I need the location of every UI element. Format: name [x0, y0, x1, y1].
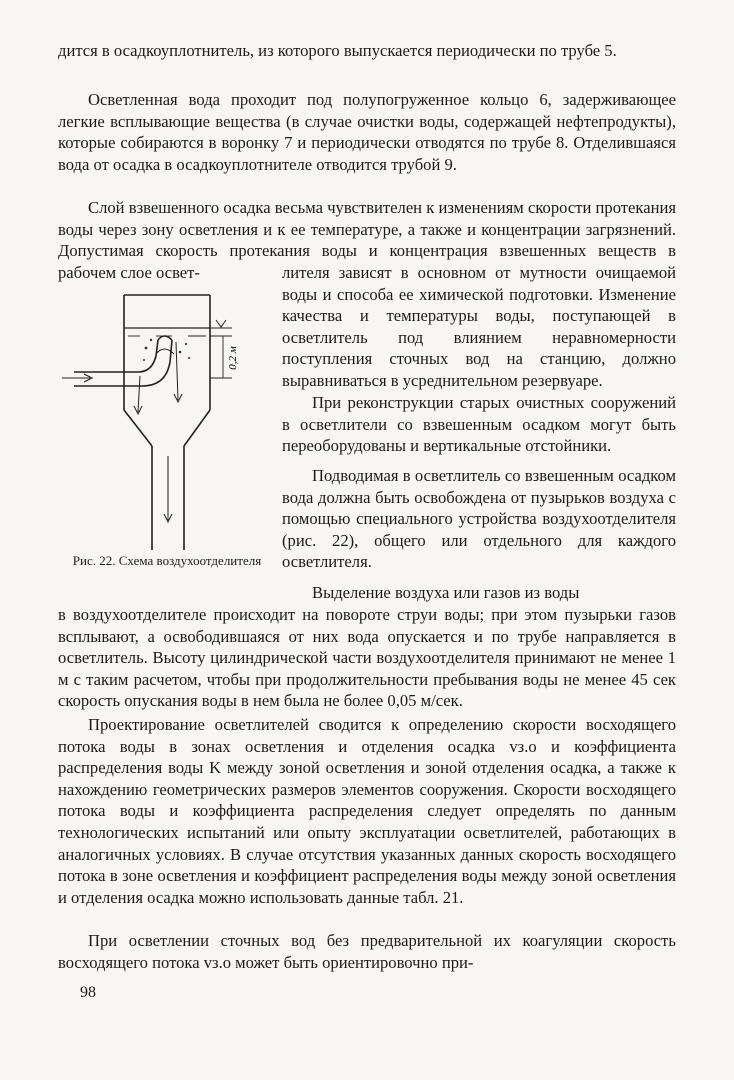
figure-air-separator [60, 270, 270, 590]
air-separator-diagram [60, 270, 270, 555]
paragraph-sediment-layer: Слой взвешенного осадка весьма чувствителен к изменениям скорости протекания воды через зону осветления и к ее температуре, а также и концентрации загрязнений. Допустимая скорость протекания воды и концентрация взвешенных веществ в рабочем слое освет- [58, 198, 676, 282]
paragraph-air-removal: Подводимая в осветлитель со взвешенным осадком вода должна быть освобождена от пузырьков воздуха с помощью специального устройства воздухоотделителя (рис. 22), общего или отдельного для каждого осветлителя. [282, 466, 676, 572]
paragraph-air-separation: в воздухоотделителе происходит на повороте струи воды; при этом пузырьки газов всплывают, а освободившаяся от них вода опускается и по трубе направляется в осветлитель. Высоту цилиндрической части воздухоотделителя принимают не менее 1 м с таким расчетом, чтобы при продолжительности пребывания воды не менее 45 сек скорость опускания воды в нем была не более 0,05 м/сек. [58, 605, 676, 711]
figure-caption: Рис. 22. Схема воздухоотделителя [72, 553, 262, 568]
paragraph-continuation: дится в осадкоуплотнитель, из которого выпускается периодически по трубе 5. [58, 41, 617, 60]
paragraph-clarified-water: Осветленная вода проходит под полупогруженное кольцо 6, задерживающее легкие всплывающие вещества (в случае очистки воды, содержащей нефтепродукты), которые собираются в воронку 7 и периодически отводятся по трубе 8. Отделившаяся вода от осадка в осадкоуплотнителе отводится трубой 9. [58, 90, 676, 174]
paragraph-air-separation-start: Выделение воздуха или газов из воды [312, 583, 580, 602]
paragraph-sediment-layer-wrap: лителя зависят в основном от мутности очищаемой воды и способа ее химической подготовки. Изменение качества и температуры воды, поступающей в осветлитель под влиянием неравномерности поступления сточных вод на станцию, должно выравниваться в усреднительном резервуаре. [282, 263, 676, 390]
dimension-label: 0,2 м [227, 346, 239, 370]
paragraph-reconstruction: При реконструкции старых очистных сооружений в осветлители со взвешенным осадком могут быть переоборудованы и вертикальные отстойники. [282, 393, 676, 456]
page-number: 98 [80, 984, 96, 1001]
paragraph-design: Проектирование осветлителей сводится к определению скорости восходящего потока воды в зонах осветления и отделения осадка vз.о и коэффициента распределения воды K между зоной осветления и зоной отделения осадка, а также к нахождению геометрических размеров элементов сооружения. Скорости восходящего потока воды и коэффициента распределения следует определять по данным технологических испытаний или опыту эксплуатации осветлителей, работающих в аналогичных условиях. В случае отсутствия указанных данных скорость восходящего потока в зоне осветления и коэффициент распределения воды между зоной осветления и отделения осадка можно использовать данные табл. 21. [58, 715, 676, 907]
paragraph-without-coagulation: При осветлении сточных вод без предварительной их коагуляции скорость восходящего потока vз.о может быть ориентировочно при- [58, 931, 676, 972]
